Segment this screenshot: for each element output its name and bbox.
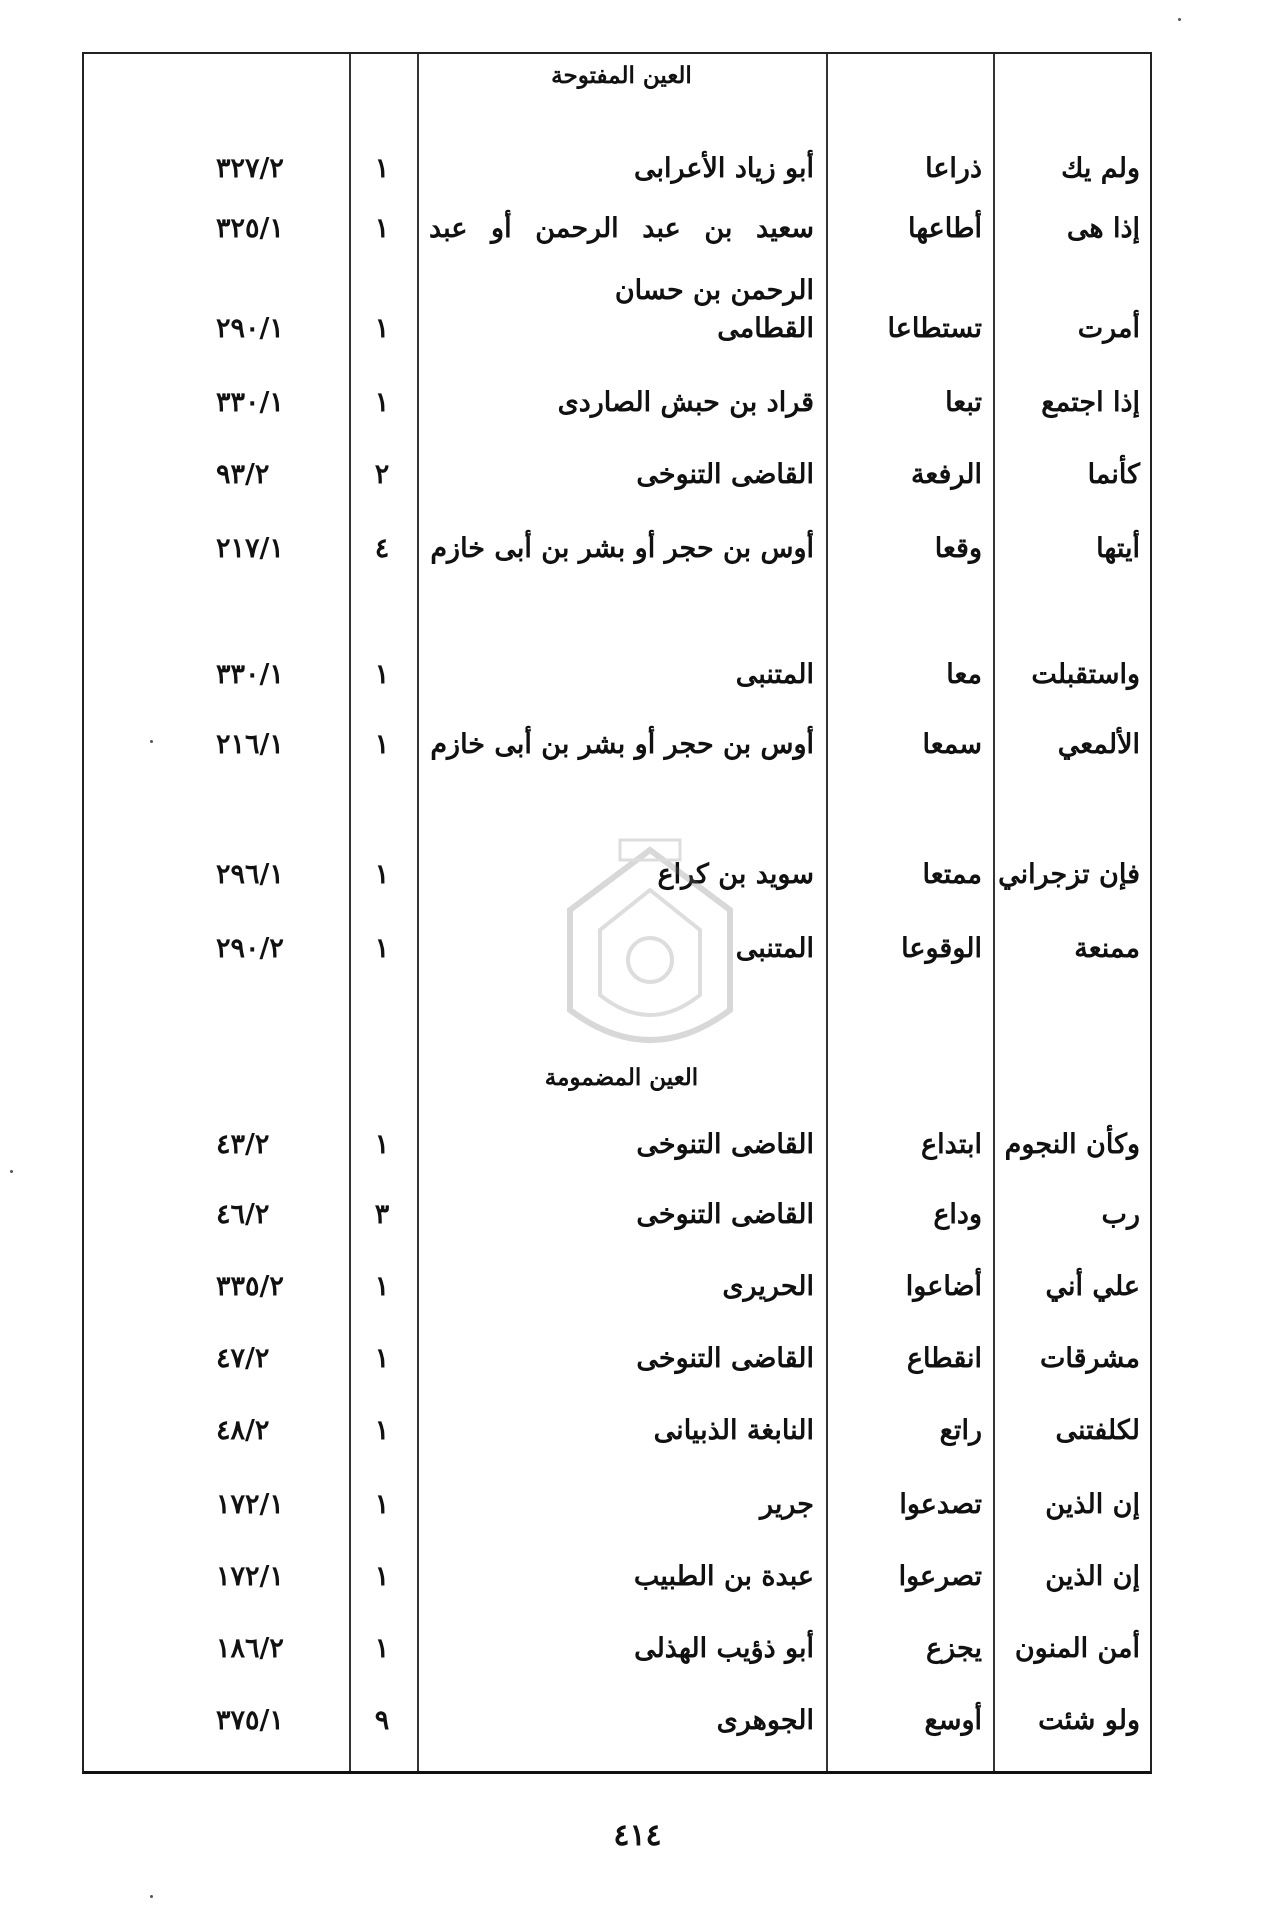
- table-row: [84, 1546, 1154, 1606]
- table-row: [84, 714, 1154, 834]
- rhyme-word: راتع: [939, 1415, 982, 1446]
- poet-name: النابغة الذبيانى: [653, 1415, 814, 1446]
- table-row: [84, 1474, 1154, 1534]
- scan-speck: [150, 740, 153, 743]
- poet-name: قراد بن حبش الصاردى: [557, 387, 814, 418]
- verse-count: ١: [374, 387, 390, 418]
- verse-beginning: إن الذين: [1045, 1561, 1140, 1592]
- scan-speck: [1178, 18, 1181, 21]
- verse-beginning: إن الذين: [1045, 1489, 1140, 1520]
- verse-count: ١: [374, 729, 390, 760]
- poet-name: أبو ذؤيب الهذلى: [634, 1633, 814, 1664]
- verse-beginning: أمن المنون: [1014, 1633, 1140, 1664]
- page-reference: ٣٢٧/٢: [216, 153, 284, 184]
- rhyme-word: انقطاع: [906, 1343, 982, 1374]
- poet-name: القاضى التنوخى: [636, 1199, 814, 1230]
- poet-name: سويد بن كراع: [657, 859, 814, 890]
- verse-beginning: فإن تزجراني: [998, 859, 1140, 890]
- verse-count: ١: [374, 1415, 390, 1446]
- rhyme-word: أضاعوا: [905, 1271, 982, 1302]
- rhyme-word: يجزع: [926, 1633, 982, 1664]
- rhyme-word: أطاعها: [908, 213, 982, 244]
- rhyme-word: سمعا: [922, 729, 982, 760]
- verse-count: ٣: [374, 1199, 390, 1230]
- page-reference: ٤٧/٢: [216, 1343, 270, 1374]
- table-row: [84, 138, 1154, 198]
- poet-name: الحريرى: [722, 1271, 814, 1302]
- verse-count: ٩: [374, 1705, 390, 1736]
- verse-count: ١: [374, 153, 390, 184]
- rhyme-word: تصدعوا: [899, 1489, 982, 1520]
- poet-name: سعيد بن عبد الرحمن أو عبد الرحمن بن حسان: [429, 213, 814, 306]
- rhyme-word: تصرعوا: [898, 1561, 982, 1592]
- table-row: [84, 1328, 1154, 1388]
- verse-beginning: إذا هى: [1066, 213, 1140, 244]
- poet-name: الجوهرى: [716, 1705, 814, 1736]
- page-reference: ٩٣/٢: [216, 459, 270, 490]
- poet-name: عبدة بن الطبيب: [633, 1561, 814, 1592]
- table-row: [84, 444, 1154, 504]
- poet-name: المتنبى: [735, 659, 814, 690]
- table-row: [84, 298, 1154, 358]
- verse-count: ١: [374, 1343, 390, 1374]
- table-row: [84, 372, 1154, 432]
- poet-name: أبو زياد الأعرابى: [634, 153, 814, 184]
- verse-beginning: إذا اجتمع: [1041, 387, 1140, 418]
- rhyme-word: تستطاعا: [887, 313, 982, 344]
- rhyme-word: ذراعا: [925, 153, 982, 184]
- page-reference: ١٧٢/١: [216, 1561, 284, 1592]
- verse-count: ١: [374, 933, 390, 964]
- verse-beginning: مشرقات: [1040, 1343, 1140, 1374]
- verse-beginning: أيتها: [1096, 533, 1140, 564]
- section-heading-closed-ain: العين المضمومة: [544, 1064, 699, 1091]
- poet-name: أوس بن حجر أو بشر بن أبى خازم: [430, 533, 814, 564]
- page-reference: ٣٣٥/٢: [216, 1271, 284, 1302]
- verse-beginning: ممنعة: [1074, 933, 1140, 964]
- poet-name: أوس بن حجر أو بشر بن أبى خازم: [430, 729, 814, 760]
- verse-beginning: رب: [1101, 1199, 1140, 1230]
- page-number: ٤١٤: [613, 1818, 662, 1853]
- poet-name: القطامى: [717, 313, 814, 344]
- verse-beginning: وكأن النجوم: [1004, 1129, 1140, 1160]
- poet-name: المتنبى: [735, 933, 814, 964]
- rhyme-word: تبعا: [945, 387, 982, 418]
- scan-speck: [10, 1170, 13, 1173]
- verse-beginning: الألمعي: [1057, 729, 1140, 760]
- verse-beginning: واستقبلت: [1031, 659, 1140, 690]
- page-reference: ٢٩٠/٢: [216, 933, 284, 964]
- verse-count: ٢: [374, 459, 390, 490]
- verse-count: ١: [374, 1633, 390, 1664]
- page-reference: ٤٨/٢: [216, 1415, 270, 1446]
- table-row: [84, 1618, 1154, 1678]
- verse-count: ١: [374, 1561, 390, 1592]
- verse-beginning: ولم يك: [1061, 153, 1140, 184]
- verse-count: ٤: [374, 533, 390, 564]
- rhyme-word: وقعا: [934, 533, 982, 564]
- poet-name: القاضى التنوخى: [636, 1129, 814, 1160]
- poet-name: القاضى التنوخى: [636, 459, 814, 490]
- verse-count: ١: [374, 859, 390, 890]
- table-row: [84, 644, 1154, 704]
- page-reference: ٣٢٥/١: [216, 213, 284, 244]
- rhyme-word: وداع: [933, 1199, 982, 1230]
- table-row: [84, 518, 1154, 638]
- rhyme-word: الوقوعا: [901, 933, 982, 964]
- verse-count: ١: [374, 313, 390, 344]
- page-reference: ٢١٧/١: [216, 533, 284, 564]
- page-reference: ٤٦/٢: [216, 1199, 270, 1230]
- page-reference: ٤٣/٢: [216, 1129, 270, 1160]
- verse-beginning: كأنما: [1087, 459, 1140, 490]
- page-reference: ٣٣٠/١: [216, 387, 284, 418]
- rhyme-word: الرفعة: [910, 459, 982, 490]
- table-row: [84, 1400, 1154, 1460]
- poet-name: القاضى التنوخى: [636, 1343, 814, 1374]
- table-row: [84, 1184, 1154, 1244]
- verse-count: ١: [374, 1129, 390, 1160]
- poet-name: جرير: [760, 1489, 814, 1520]
- verse-beginning: ولو شئت: [1038, 1705, 1140, 1736]
- page-reference: ٣٣٠/١: [216, 659, 284, 690]
- page-reference: ١٧٢/١: [216, 1489, 284, 1520]
- verse-count: ١: [374, 659, 390, 690]
- verse-count: ١: [374, 1271, 390, 1302]
- verse-beginning: لكلفتنى: [1055, 1415, 1140, 1446]
- verse-count: ١: [374, 1489, 390, 1520]
- table-row: [84, 1256, 1154, 1316]
- rhyme-word: معا: [946, 659, 982, 690]
- verse-beginning: أمرت: [1077, 313, 1140, 344]
- page-reference: ٢١٦/١: [216, 729, 284, 760]
- page-reference: ٣٧٥/١: [216, 1705, 284, 1736]
- rhyme-word: ابتداع: [921, 1129, 982, 1160]
- table-row: [84, 1690, 1154, 1750]
- rhyme-word: ممتعا: [922, 859, 982, 890]
- rhyme-word: أوسع: [924, 1705, 982, 1736]
- page-reference: ٢٩٠/١: [216, 313, 284, 344]
- verse-beginning: علي أني: [1045, 1271, 1140, 1302]
- scan-speck: [150, 1895, 153, 1898]
- verse-count: ١: [374, 213, 390, 244]
- page-reference: ١٨٦/٢: [216, 1633, 284, 1664]
- table-row: [84, 1114, 1154, 1174]
- section-heading-open-ain: العين المفتوحة: [551, 62, 692, 89]
- watermark-emblem: [500, 830, 800, 1090]
- page-reference: ٢٩٦/١: [216, 859, 284, 890]
